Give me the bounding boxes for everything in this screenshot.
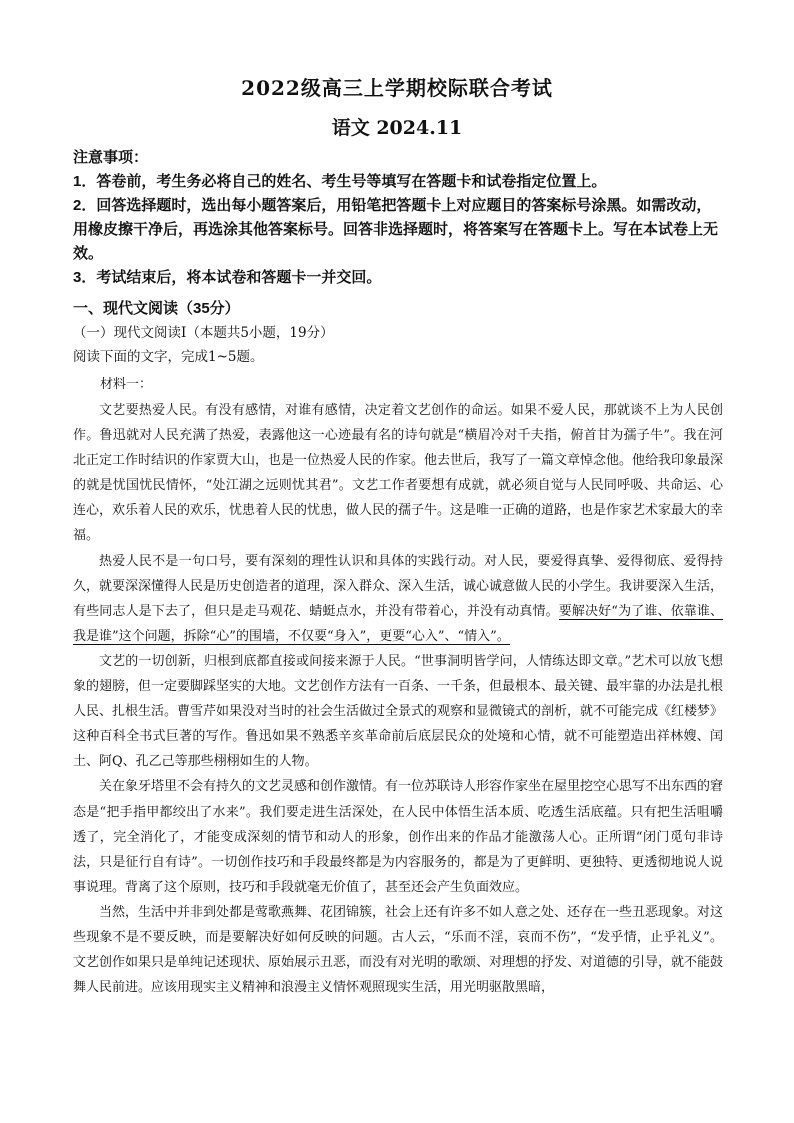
notes-block: [73, 146, 723, 290]
passage-paragraph-2-text: 热爱人民不是一句口号，要有深刻的理性认识和具体的实践行动。对人民，要爱得真挚、爱得彻底、爱得持久，就要深深懂得人民是历史创造者的道理，深入群众、深入生活，诚心诚意做人民的小学生。我讲要深入生活，有些同志人是下去了，但只是走马观花、蜻蜓点水，并没有带着心，并没有动真情。: [73, 553, 724, 619]
section-subheading: （一）现代文阅读Ⅰ（本题共5小题，19分）: [73, 325, 334, 341]
passage-paragraph-2: [73, 549, 723, 649]
reading-instruction: 阅读下面的文字，完成1~5题。: [73, 349, 264, 365]
notes-item-3: 3．考试结束后，将本试卷和答题卡一并交回。: [73, 269, 382, 286]
exam-title: 2022级高三上学期校际联合考试: [241, 76, 553, 100]
section-heading: 一、现代文阅读（35分）: [73, 300, 240, 317]
passage-paragraph-5: 当然，生活中并非到处都是莺歌燕舞、花团锦簇，社会上还有许多不如人意之处、还存在一些丑恶现象。对这些现象不是不要反映，而是要解决好如何反映的问题。古人云，“乐而不淫，哀而不伤”，“发乎情，止乎礼义”。文艺创作如果只是单纯记述现状、原始展示丑恶，而没有对光明的歌颂、对理想的抒发、对道德的引导，就不能鼓舞人民前进。应该用现实主义精神和浪漫主义情怀观照现实生活，用光明驱散黑暗，: [73, 904, 724, 996]
exam-subtitle: 语文 2024.11: [331, 117, 463, 139]
passage-paragraph-3: 文艺的一切创新，归根到底都直接或间接来源于人民。“世事洞明皆学问，人情练达即文章。”艺术可以放飞想象的翅膀，但一定要脚踩坚实的大地。文艺创作方法有一百条、一千条，但最根本、最关键、最牢靠的办法是扎根人民、扎根生活。曹雪芹如果没对当时的社会生活做过全景式的观察和显微镜式的剖析，就不可能完成《红楼梦》这种百科全书式巨著的写作。鲁迅如果不熟悉辛亥革命前后底层民众的处境和心情，就不可能塑造出祥林嫂、闰土、阿Q、孔乙己等那些栩栩如生的人物。: [73, 653, 724, 770]
underlined-sentence: 要解决好“为了谁、依靠谁、我是谁”这个问题，拆除“心”的围墙，不仅要“身入”，更要“心入”、“情入”。: [73, 603, 723, 644]
notes-heading: 注意事项：: [73, 149, 149, 166]
material-label: 材料一：: [100, 377, 153, 392]
passage-paragraph-4: 关在象牙塔里不会有持久的文艺灵感和创作激情。有一位苏联诗人形容作家坐在屋里挖空心思写不出东西的窘态是“把手指甲都绞出了水来”。我们要走进生活深处，在人民中体悟生活本质、吃透生活底蕴。只有把生活咀嚼透了，完全消化了，才能变成深刻的情节和动人的形象，创作出来的作品才能激荡人心。正所谓“闭门觅句非诗法，只是征行自有诗”。一切创作技巧和手段最终都是为内容服务的，都是为了更鲜明、更独特、更透彻地说人说事说理。背离了这个原则，技巧和手段就毫无价值了，甚至还会产生负面效应。: [73, 779, 724, 895]
passage-paragraph-1: 文艺要热爱人民。有没有感情，对谁有感情，决定着文艺创作的命运。如果不爱人民，那就谈不上为人民创作。鲁迅就对人民充满了热爱，表露他这一心迹最有名的诗句就是“横眉冷对千夫指，俯首甘为孺子牛”。我在河北正定工作时结识的作家贾大山，也是一位热爱人民的作家。他去世后，我写了一篇文章悼念他。他给我印象最深的就是忧国忧民情怀，“处江湖之远则忧其君”。文艺工作者要想有成就，就必须自觉与人民同呼吸、共命运、心连心，欢乐着人民的欢乐，忧患着人民的忧患，做人民的孺子牛。这是唯一正确的道路，也是作家艺术家最大的幸福。: [73, 403, 724, 544]
reading-passage: [73, 398, 723, 1000]
notes-item-2: 2．回答选择题时，选出每小题答案后，用铅笔把答题卡上对应题目的答案标号涂黑。如需改动，用橡皮擦干净后，再选涂其他答案标号。回答非选择题时，将答案写在答题卡上。写在本试卷上无效。: [73, 197, 719, 262]
notes-item-1: 1．答卷前，考生务必将自己的姓名、考生号等填写在答题卡和试卷指定位置上。: [73, 173, 607, 190]
